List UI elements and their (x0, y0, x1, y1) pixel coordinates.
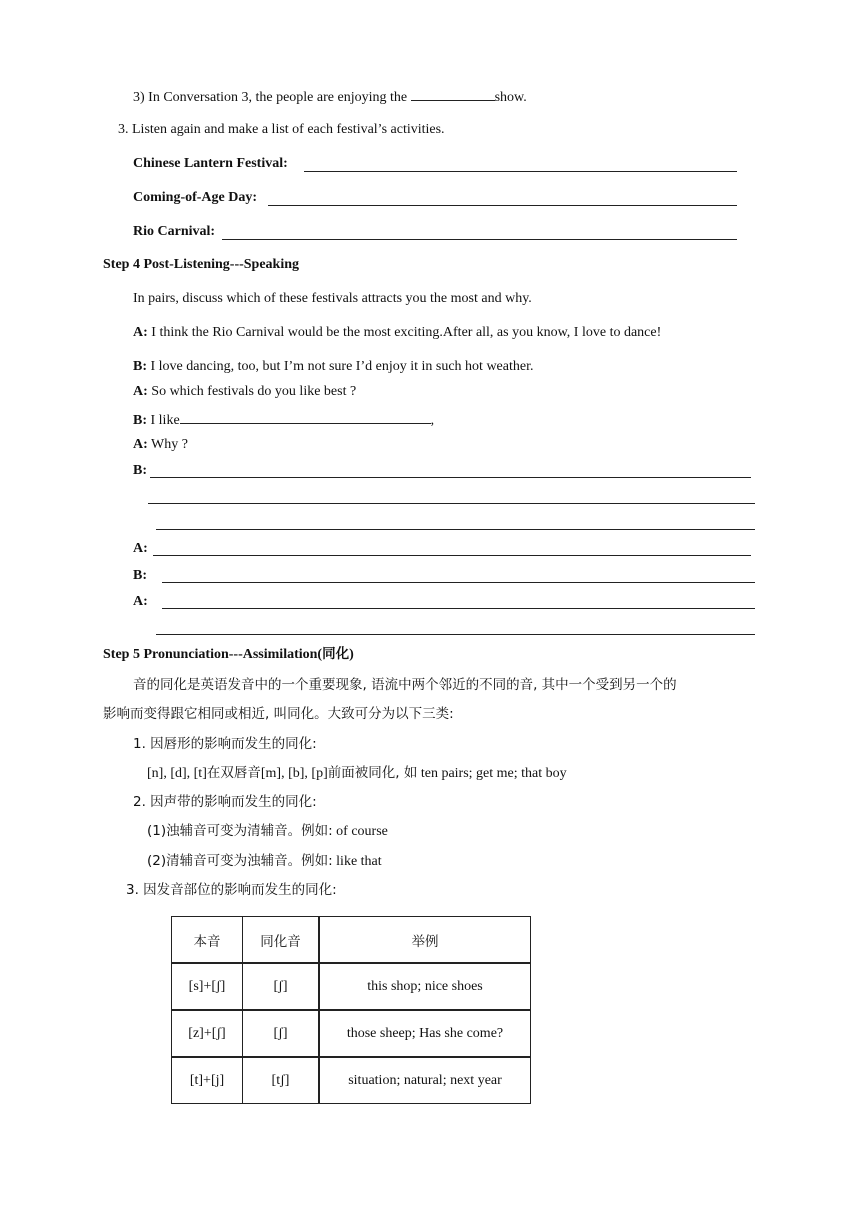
task-3-instruction: 3. Listen again and make a list of each festival’s activities. (118, 122, 445, 137)
dialogue-text: I love dancing, too, but I’m not sure I’d enjoy it in such hot weather. (147, 359, 534, 374)
detail-cn: 在双唇音 (206, 765, 261, 781)
cell-examples: those sheep; Has she come? (319, 1010, 531, 1057)
sub-cn: (2)清辅音可变为浊辅音。例如: (147, 853, 333, 869)
heading-cn: 同化 (322, 646, 350, 662)
header-assimilated-sound: 同化音 (243, 917, 320, 964)
festival-label-rio: Rio Carnival: (133, 224, 216, 239)
festival-label-lantern: Chinese Lantern Festival: (133, 156, 288, 171)
cell-original: [z]+[ʃ] (172, 1010, 243, 1057)
item-2: 2. 因声带的影响而发生的同化: (133, 794, 317, 810)
header-examples: 举例 (319, 917, 531, 964)
answer-blank[interactable] (411, 87, 495, 101)
answer-line[interactable] (153, 555, 751, 556)
example: like that (332, 854, 382, 869)
speaker-a: A: (133, 325, 148, 340)
answer-blank[interactable] (180, 410, 431, 424)
examples: ten pairs; get me; that boy (417, 766, 567, 781)
answer-line[interactable] (150, 477, 751, 478)
speaker-a: A: (133, 594, 148, 609)
question-3-suffix: show. (494, 90, 527, 105)
cell-original: [s]+[ʃ] (172, 963, 243, 1010)
speaker-b: B: (133, 463, 147, 478)
answer-line-lantern[interactable] (304, 171, 737, 172)
dialogue-text: Why ? (147, 437, 188, 452)
speaker-a: A: (133, 437, 148, 452)
step-4-heading: Step 4 Post-Listening---Speaking (103, 257, 300, 272)
dialogue-text: So which festivals do you like best ? (147, 384, 357, 399)
assimilation-table (171, 916, 531, 1104)
answer-line[interactable] (156, 529, 755, 530)
intro-line-1: 音的同化是英语发音中的一个重要现象, 语流中两个邻近的不同的音, 其中一个受到另一个的 (133, 677, 677, 693)
answer-line[interactable] (162, 582, 755, 583)
festival-label-coming-of-age: Coming-of-Age Day: (133, 190, 258, 205)
phonemes: [n], [d], [t] (147, 766, 207, 781)
intro-line-2: 影响而变得跟它相同或相近, 叫同化。大致可分为以下三类: (103, 706, 454, 722)
comma: , (430, 413, 435, 428)
item-2-sub-1 (147, 822, 388, 841)
answer-line[interactable] (162, 608, 755, 609)
speaker-b: B: (133, 568, 147, 583)
example: of course (332, 824, 388, 839)
cell-original: [t]+[j] (172, 1057, 243, 1104)
header-original-sound: 本音 (172, 917, 243, 964)
question-3-text: 3) In Conversation 3, the people are enjoying the (133, 90, 411, 105)
dialogue-text: I like (147, 413, 180, 428)
item-2-sub-2 (147, 852, 382, 871)
item-1: 1. 因唇形的影响而发生的同化: (133, 736, 317, 752)
phonemes: [m], [b], [p] (260, 766, 328, 781)
table-header-row (172, 917, 531, 964)
dialogue-line-1 (133, 324, 661, 342)
heading-text: Step 5 Pronunciation---Assimilation( (103, 647, 323, 662)
cell-assimilated: [ʃ] (243, 963, 320, 1010)
speaker-b: B: (133, 413, 147, 428)
answer-line-rio[interactable] (222, 239, 737, 240)
speaker-b: B: (133, 359, 147, 374)
cell-assimilated: [ʃ] (243, 1010, 320, 1057)
speaker-a: A: (133, 384, 148, 399)
detail-cn: 前面被同化, 如 (327, 765, 418, 781)
cell-examples: situation; natural; next year (319, 1057, 531, 1104)
dialogue-text: I think the Rio Carnival would be the most exciting.After all, as you know, I love to dance! (147, 325, 662, 340)
cell-examples: this shop; nice shoes (319, 963, 531, 1010)
table-row (172, 1057, 531, 1104)
item-3: 3. 因发音部位的影响而发生的同化: (126, 882, 337, 898)
question-3-line (133, 87, 527, 107)
heading-close: ) (349, 647, 354, 662)
speaker-a: A: (133, 541, 148, 556)
answer-line[interactable] (156, 634, 755, 635)
cell-assimilated: [tʃ] (243, 1057, 320, 1104)
table-row (172, 1010, 531, 1057)
dialogue-line-4 (133, 410, 434, 430)
answer-line[interactable] (148, 503, 755, 504)
table-row (172, 963, 531, 1010)
step-5-heading (103, 645, 354, 664)
dialogue-line-3 (133, 383, 356, 401)
dialogue-line-5 (133, 436, 188, 454)
answer-line-coming-of-age[interactable] (268, 205, 737, 206)
sub-cn: (1)浊辅音可变为清辅音。例如: (147, 823, 333, 839)
dialogue-line-2 (133, 358, 533, 376)
item-1-detail (147, 764, 567, 783)
step-4-instruction: In pairs, discuss which of these festivals attracts you the most and why. (133, 291, 532, 306)
